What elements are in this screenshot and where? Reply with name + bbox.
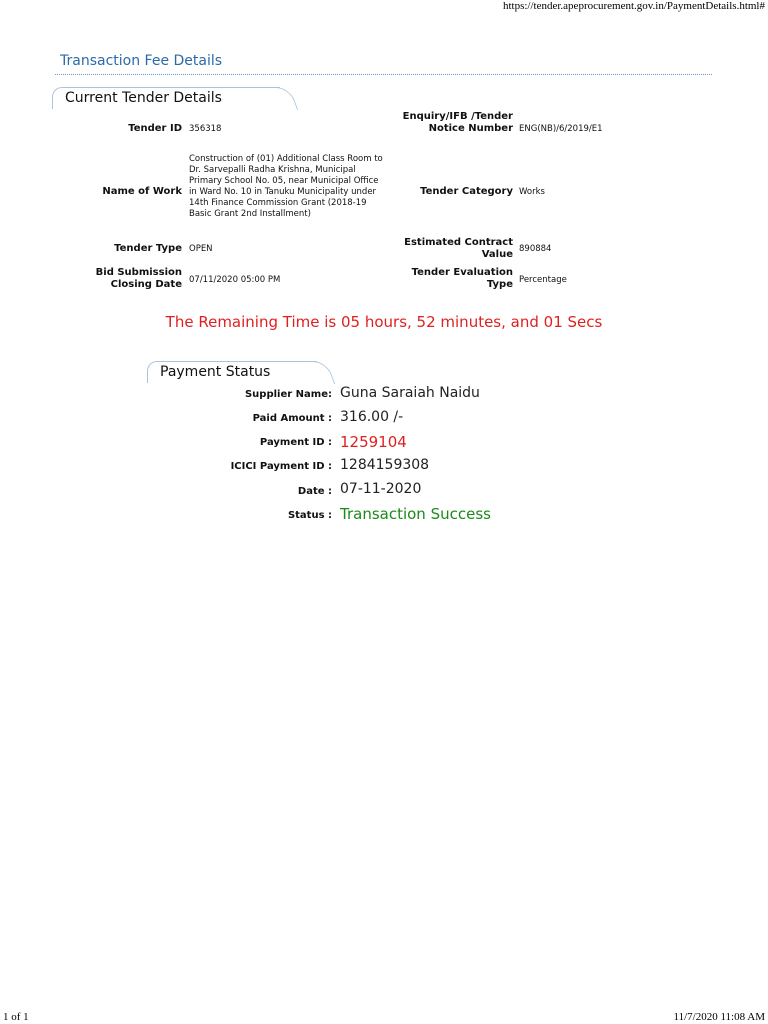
bid-closing-label: Bid Submission Closing Date <box>95 267 182 290</box>
date-value: 07-11-2020 <box>340 481 422 497</box>
paid-amount-value: 316.00 /- <box>340 409 404 425</box>
evaluation-type-label: Tender Evaluation Type <box>411 267 513 290</box>
name-of-work-value: Construction of (01) Additional Class Room to Dr. Sarvepalli Radha Krishna, Municipal Primary School No. 05, near Municipal Office in Ward No. 10 in Tanuku Municipality under 14th Finance Commission Grant (2018-19 Basic Grant 2nd Installment) <box>189 154 383 219</box>
remaining-time: The Remaining Time is 05 hours, 52 minutes, and 01 Secs <box>165 313 603 331</box>
name-of-work-label: Name of Work <box>102 186 182 197</box>
status-value: Transaction Success <box>340 505 491 523</box>
evaluation-type-value: Percentage <box>519 275 567 285</box>
enquiry-label: Enquiry/IFB /Tender Notice Number <box>402 111 513 134</box>
payment-id-value: 1259104 <box>340 433 407 451</box>
current-tender-details-heading: Current Tender Details <box>52 87 280 109</box>
estimated-value: 890884 <box>519 244 552 254</box>
print-page-number: 1 of 1 <box>3 1011 29 1023</box>
payment-status-heading: Payment Status <box>147 361 317 383</box>
tender-category-value: Works <box>519 187 545 197</box>
print-timestamp: 11/7/2020 11:08 AM <box>673 1011 765 1023</box>
bid-closing-value: 07/11/2020 05:00 PM <box>189 275 281 285</box>
title-divider <box>55 74 712 75</box>
enquiry-value: ENG(NB)/6/2019/E1 <box>519 124 603 134</box>
paid-amount-label: Paid Amount : <box>252 413 332 424</box>
icici-payment-id-label: ICICI Payment ID : <box>230 461 332 472</box>
tender-id-label: Tender ID <box>128 123 182 134</box>
status-label: Status : <box>287 510 332 521</box>
estimated-value-label: Estimated Contract Value <box>404 237 513 260</box>
tender-type-label: Tender Type <box>114 243 182 254</box>
tender-type-value: OPEN <box>189 244 213 254</box>
supplier-name-label: Supplier Name: <box>244 389 332 400</box>
print-header-url: https://tender.apeprocurement.gov.in/PaymentDetails.html# <box>502 0 765 12</box>
page-title: Transaction Fee Details <box>60 53 223 69</box>
date-label: Date : <box>297 486 332 497</box>
payment-id-label: Payment ID : <box>259 437 332 448</box>
tender-id-value: 356318 <box>189 124 222 134</box>
icici-payment-id-value: 1284159308 <box>340 457 430 473</box>
tender-category-label: Tender Category <box>420 186 513 197</box>
supplier-name-value: Guna Saraiah Naidu <box>340 385 480 401</box>
